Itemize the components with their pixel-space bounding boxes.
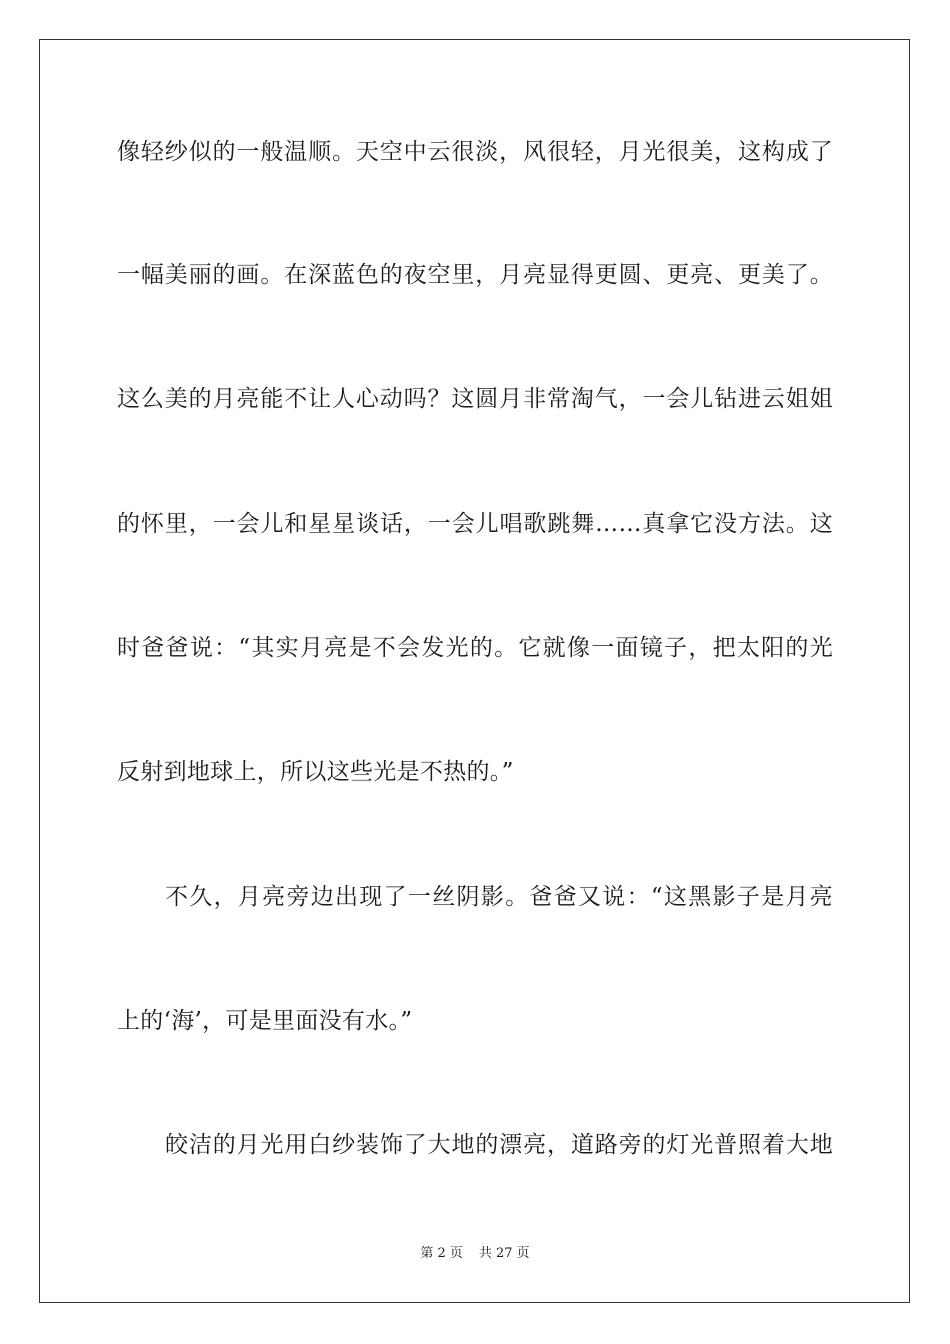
- page-total: 共 27 页: [478, 1246, 530, 1261]
- page-frame: [39, 39, 910, 1303]
- body-text-line: 像轻纱似的一般温顺。天空中云很淡，风很轻，月光很美，这构成了: [117, 139, 833, 165]
- page-number: 第 2 页: [420, 1246, 463, 1261]
- page-footer: [0, 1245, 950, 1263]
- body-text-line: 一幅美丽的画。在深蓝色的夜空里，月亮显得更圆、更亮、更美了。: [117, 262, 833, 288]
- body-text-line: 反射到地球上，所以这些光是不热的。”: [117, 759, 514, 785]
- body-text-line: 时爸爸说：“其实月亮是不会发光的。它就像一面镜子，把太阳的光: [117, 635, 833, 661]
- body-text-line: 上的‘海’，可是里面没有水。”: [117, 1008, 413, 1034]
- body-text-line: 这么美的月亮能不让人心动吗？这圆月非常淘气，一会儿钻进云姐姐: [117, 386, 833, 412]
- body-text-line: 的怀里，一会儿和星星谈话，一会儿唱歌跳舞……真拿它没方法。这: [117, 511, 833, 537]
- paragraph-start-line: 不久，月亮旁边出现了一丝阴影。爸爸又说：“这黑影子是月亮: [165, 884, 833, 910]
- paragraph-start-line: 皎洁的月光用白纱装饰了大地的漂亮，道路旁的灯光普照着大地: [165, 1132, 833, 1158]
